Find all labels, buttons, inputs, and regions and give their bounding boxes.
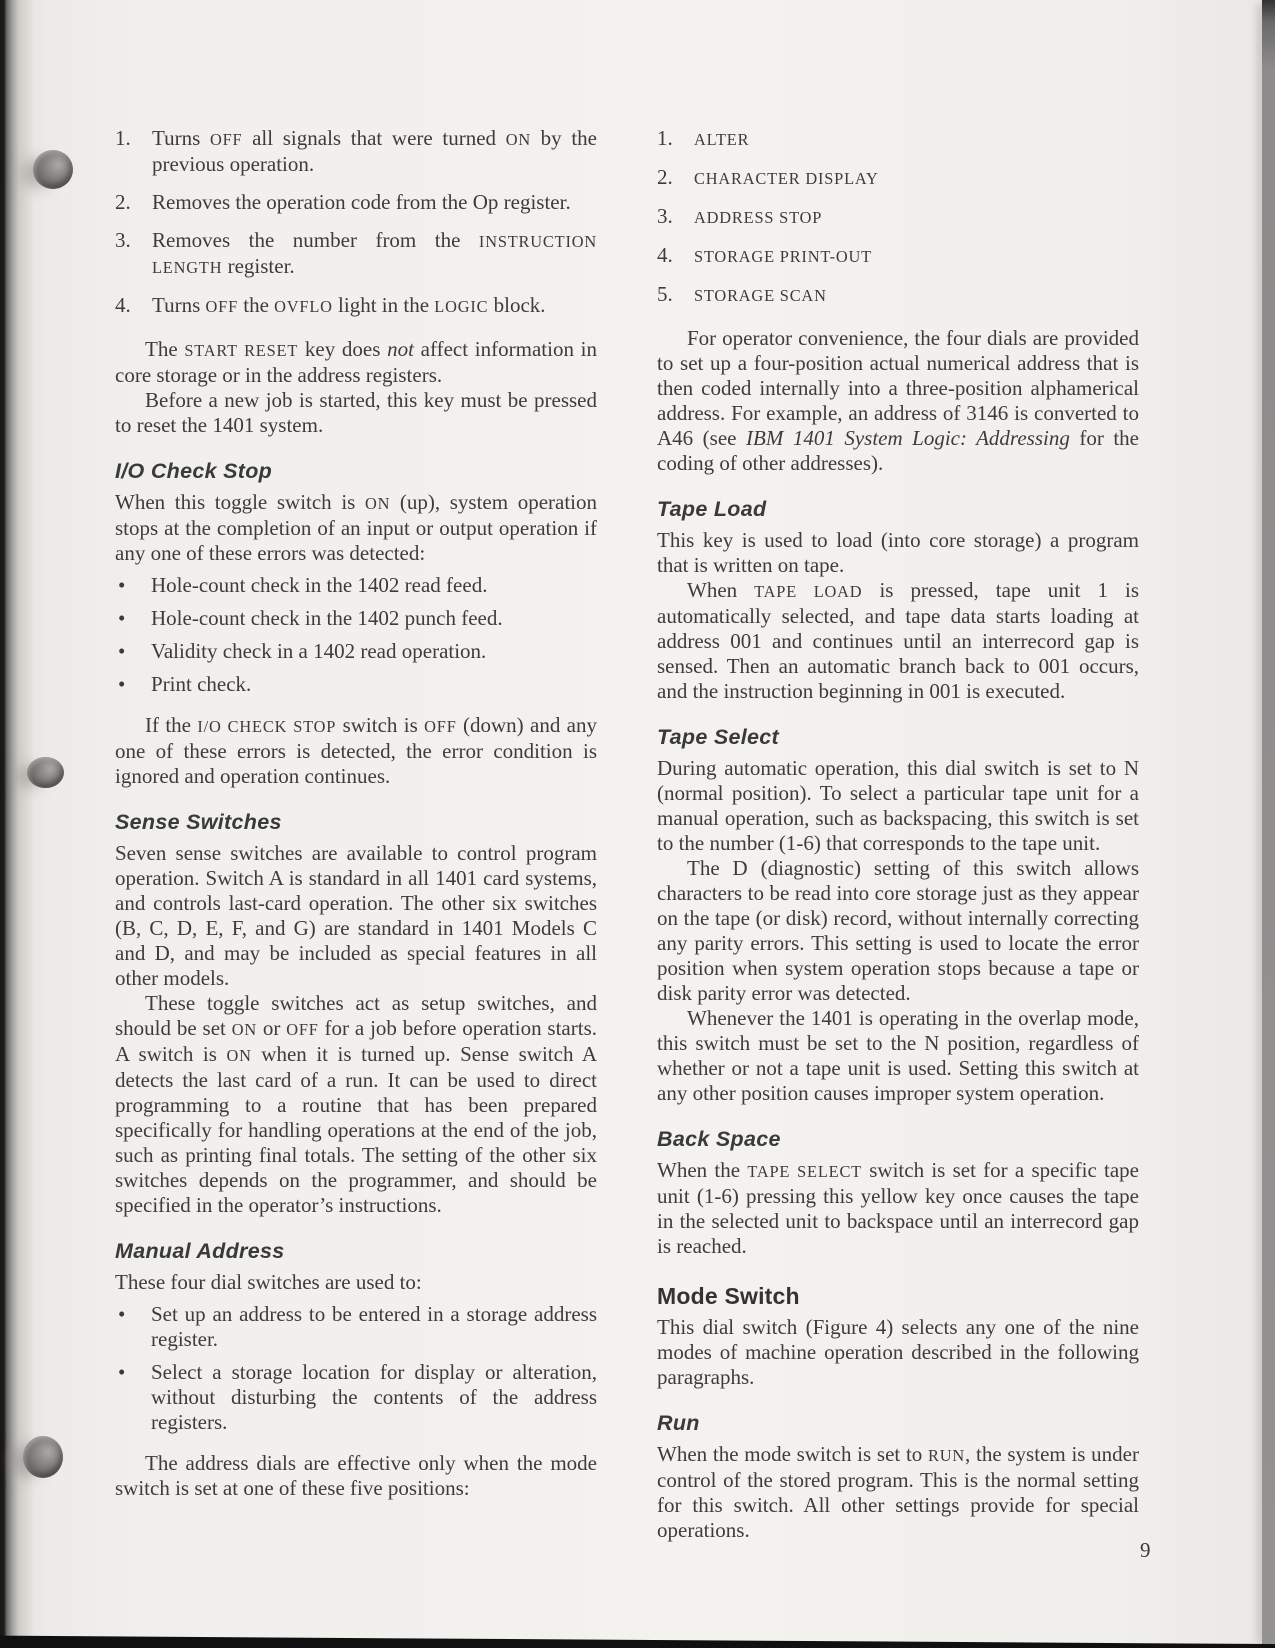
para-sense-2: These toggle switches act as setup switches, and should be set ON or OFF for a job before operation starts. A switch is ON when it is turned up. Sense switch A detects the last card of a run. It can be used to direct programming to a routine that has been prepared specifically for handling operations at the end of the job, such as printing final totals. The setting of the other six switches depends on the programmer, and should be specified in the operator’s instructions. — [115, 991, 598, 1217]
heading-tape-select: Tape Select — [657, 725, 780, 749]
scan-edge-left — [0, 0, 34, 1648]
heading-back-space: Back Space — [657, 1127, 781, 1151]
para-mode-switch: This dial switch (Figure 4) selects any one of the nine modes of machine operation described in the following paragraphs. — [657, 1315, 1139, 1389]
para-tape-load-1: This key is used to load (into core storage) a program that is written on tape. — [657, 528, 1139, 577]
item-text: Set up an address to be entered in a storage address register. — [151, 1302, 597, 1351]
para-sense-1: Seven sense switches are available to control program operation. Switch A is standard in all 1401 card systems, and controls last-card operation. The other six switches (B, C, D, E, F, and G) are standard in 1401 Models C and D, and may be included as special features in all other models. — [115, 841, 597, 990]
bullet-item — [115, 1360, 597, 1435]
item-number: 3. — [115, 228, 131, 252]
page-content — [115, 126, 1139, 1543]
numbered-item — [657, 204, 1139, 230]
item-text: Removes the number from the INSTRUCTION LENGTH register. — [152, 228, 597, 278]
item-number: 1. — [115, 126, 131, 150]
bullet-icon: • — [118, 606, 126, 630]
item-text: Turns OFF all signals that were turned ON by the previous operation. — [152, 126, 598, 176]
item-text: STORAGE PRINT-OUT — [694, 247, 872, 266]
heading-mode-switch: Mode Switch — [657, 1283, 800, 1309]
para-before-job: Before a new job is started, this key must be pressed to reset the 1401 system. — [115, 388, 597, 437]
para-start-reset: The START RESET key does not affect information in core storage or in the address registers. — [115, 337, 597, 387]
item-number: 1. — [657, 126, 673, 150]
item-text: Hole-count check in the 1402 read feed. — [151, 573, 488, 597]
item-text: Removes the operation code from the Op register. — [152, 190, 571, 214]
numbered-item — [657, 126, 1139, 152]
para-operator-convenience: For operator convenience, the four dials are provided to set up a four-position actual numerical address that is then coded internally into a three-position alphamerical address. For example, an address of 3146 is converted to A46 (see IBM 1401 System Logic: Addressing for the coding of other addresses). — [657, 326, 1139, 475]
item-text: Validity check in a 1402 read operation. — [151, 639, 487, 663]
para-run: When the mode switch is set to RUN, the system is under control of the stored program. This is the normal setting for this switch. All other settings provide for special operations. — [657, 1442, 1139, 1542]
manual-address-uses-list — [115, 1302, 597, 1435]
bullet-item — [115, 573, 597, 598]
numbered-item — [115, 228, 597, 280]
item-number: 4. — [115, 293, 131, 317]
item-text: ADDRESS STOP — [694, 208, 823, 227]
io-error-list — [115, 573, 597, 697]
punch-hole — [27, 757, 64, 788]
bullet-item — [115, 1302, 597, 1352]
item-text: Turns OFF the OVFLO light in the LOGIC block. — [152, 293, 546, 317]
para-tape-select-3: Whenever the 1401 is operating in the overlap mode, this switch must be set to the N position, regardless of whether or not a tape unit is used. Setting this switch at any other position causes improper system operation. — [657, 1006, 1139, 1105]
para-io-off: If the I/O CHECK STOP switch is OFF (down) and any one of these errors is detected, the error condition is ignored and operation continues. — [115, 713, 598, 788]
numbered-item — [657, 282, 1139, 308]
item-number: 5. — [657, 282, 673, 306]
left-column — [115, 126, 597, 1543]
page-number: 9 — [1140, 1538, 1151, 1562]
item-number: 2. — [115, 190, 131, 214]
bullet-item — [115, 639, 597, 664]
item-text: ALTER — [694, 130, 750, 149]
mode-positions-list — [657, 126, 1139, 308]
bullet-icon: • — [118, 1360, 126, 1384]
bullet-icon: • — [118, 639, 126, 663]
heading-tape-load: Tape Load — [657, 497, 767, 521]
item-text: STORAGE SCAN — [694, 286, 827, 305]
item-text: Select a storage location for display or alteration, without disturbing the contents of the address registers. — [151, 1360, 597, 1434]
item-text: Print check. — [151, 672, 252, 696]
bullet-icon: • — [118, 672, 126, 696]
scan-edge-right — [1262, 0, 1275, 1648]
para-tape-select-2: The D (diagnostic) setting of this switch allows characters to be read into core storage just as they appear on the tape (or disk) record, without internally correcting any parity errors. This setting is used to locate the error position when system operation stops because a tape or disk parity error was detected. — [657, 856, 1139, 1005]
para-back-space: When the TAPE SELECT switch is set for a specific tape unit (1-6) pressing this yellow key once causes the tape in the selected unit to backspace until an interrecord gap is reached. — [657, 1158, 1139, 1258]
right-column — [657, 126, 1139, 1543]
start-reset-effects-list — [115, 126, 597, 319]
bullet-item — [115, 606, 597, 631]
para-tape-select-1: During automatic operation, this dial switch is set to N (normal position). To select a particular tape unit for a manual operation, such as backspacing, this switch is set to the number (1-6) that corresponds to the tape unit. — [657, 756, 1139, 855]
heading-run: Run — [657, 1411, 700, 1435]
punch-hole — [33, 150, 73, 189]
bullet-item — [115, 672, 597, 697]
para-manual-end: The address dials are effective only when the mode switch is set at one of these five positions: — [115, 1451, 597, 1500]
para-io-intro: When this toggle switch is ON (up), system operation stops at the completion of an input or output operation if any one of these errors was detected: — [115, 490, 597, 565]
para-manual-intro: These four dial switches are used to: — [115, 1270, 422, 1294]
para-tape-load-2: When TAPE LOAD is pressed, tape unit 1 is automatically selected, and tape data starts loading at address 001 and continues until an interrecord gap is sensed. Then an automatic branch back to 001 occurs, and the instruction beginning in 001 is executed. — [657, 578, 1139, 703]
item-number: 3. — [657, 204, 673, 228]
item-number: 4. — [657, 243, 673, 267]
item-text: CHARACTER DISPLAY — [694, 169, 879, 188]
heading-sense-switches: Sense Switches — [115, 810, 282, 834]
numbered-item — [657, 165, 1139, 191]
bullet-icon: • — [118, 573, 126, 597]
scan-edge-bottom — [0, 1634, 1275, 1648]
numbered-item — [657, 243, 1139, 269]
numbered-item — [115, 190, 597, 215]
numbered-item — [115, 293, 597, 319]
item-text: Hole-count check in the 1402 punch feed. — [151, 606, 503, 630]
heading-manual-address: Manual Address — [115, 1239, 285, 1263]
heading-io-check-stop: I/O Check Stop — [115, 459, 273, 483]
bullet-icon: • — [118, 1302, 126, 1326]
numbered-item — [115, 126, 597, 177]
punch-hole — [23, 1436, 63, 1478]
item-number: 2. — [657, 165, 673, 189]
